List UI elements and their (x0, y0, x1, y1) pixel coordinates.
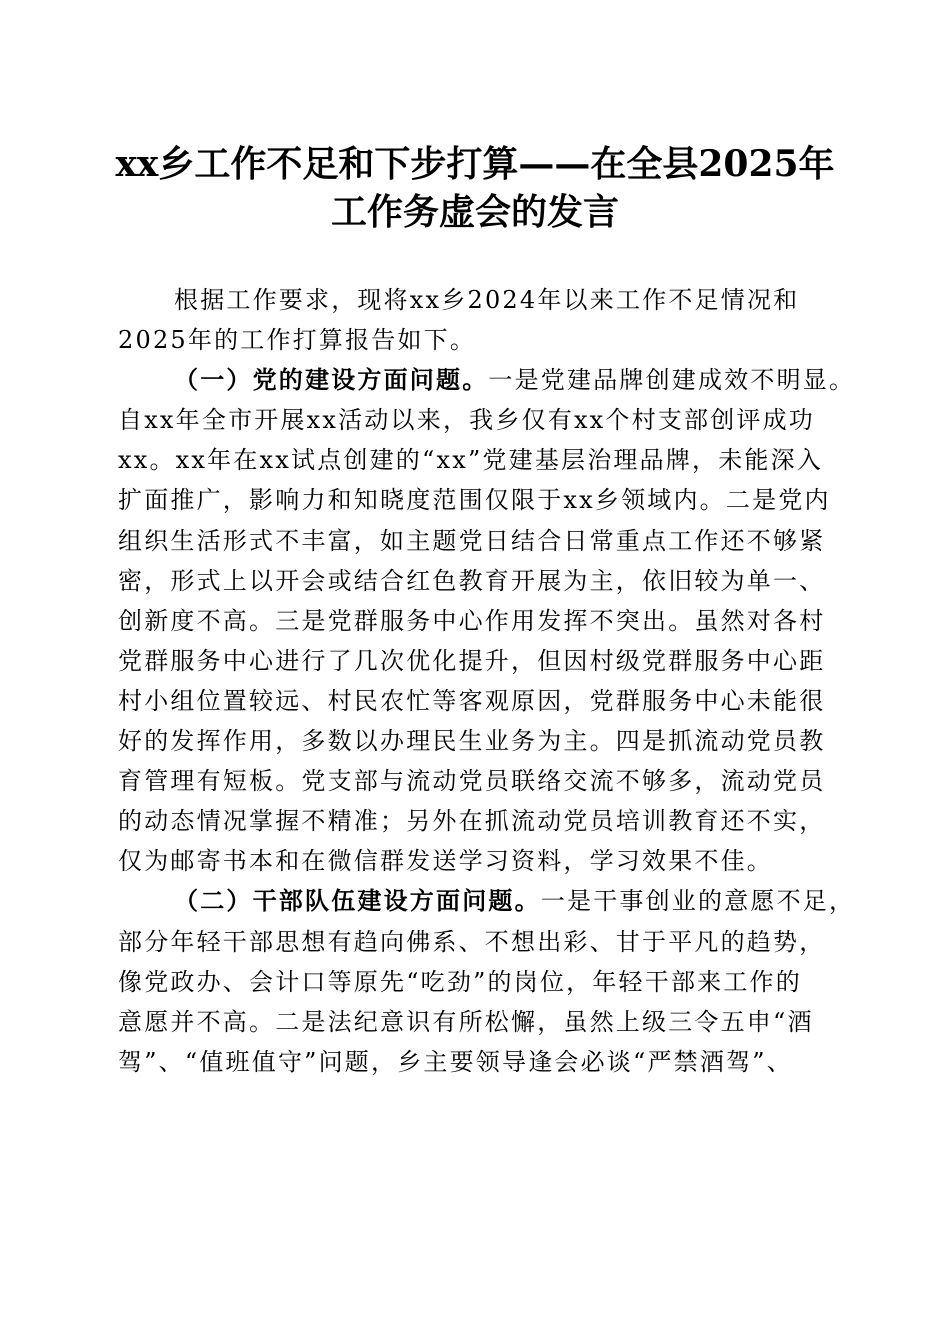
section1-heading: （一）党的建设方面问题。 (174, 365, 489, 395)
section2-line: 驾”、“值班值守”问题，乡主要领导逢会必谈“严禁酒驾”、 (118, 1047, 793, 1076)
section1-first-line (118, 360, 856, 400)
document-title (100, 140, 850, 236)
section1-line: 扩面推广，影响力和知晓度范围仅限于xx乡领域内。二是党内 (118, 486, 831, 515)
section1-line: 育管理有短板。党支部与流动党员联络交流不够多，流动党员 (118, 767, 826, 796)
title-line-1: xx乡工作不足和下步打算——在全县2025年 (115, 143, 835, 185)
section1-line: 组织生活形式不丰富，如主题党日结合日常重点工作还不够紧 (118, 526, 826, 555)
section2-heading: （二）干部队伍建设方面问题。 (174, 886, 541, 916)
title-line-2: 工作务虚会的发言 (330, 191, 619, 233)
section1-line: 创新度不高。三是党群服务中心作用发挥不突出。虽然对各村 (118, 606, 826, 635)
section1-line: xx。xx年在xx试点创建的“xx”党建基层治理品牌，未能深入 (118, 446, 824, 475)
intro-line-2: 2025年的工作打算报告如下。 (118, 326, 477, 355)
section1-paragraph (118, 360, 856, 881)
section1-line: 仅为邮寄书本和在微信群发送学习资料，学习效果不佳。 (118, 847, 773, 876)
section2-line: 意愿并不高。二是法纪意识有所松懈，虽然上级三令五申“酒 (118, 1007, 814, 1036)
section2-first-line-rest: 一是干事创业的意愿不足， (540, 887, 856, 916)
section1-line: 村小组位置较远、村民农忙等客观原因，党群服务中心未能很 (118, 686, 826, 715)
document-body (118, 280, 856, 1082)
section2-paragraph (118, 881, 856, 1081)
section1-line: 密，形式上以开会或结合红色教育开展为主，依旧较为单一、 (118, 566, 826, 595)
section2-line: 像党政办、会计口等原先“吃劲”的岗位，年轻干部来工作的 (118, 967, 802, 996)
section1-first-line-rest: 一是党建品牌创建成效不明显。 (488, 366, 856, 395)
section1-line: 党群服务中心进行了几次优化提升，但因村级党群服务中心距 (118, 646, 826, 675)
section2-first-line (118, 881, 856, 921)
intro-paragraph (118, 280, 848, 360)
section1-line: 自xx年全市开展xx活动以来，我乡仅有xx个村支部创评成功 (118, 406, 816, 435)
intro-line-1: 根据工作要求，现将xx乡2024年以来工作不足情况和 (174, 286, 800, 314)
section1-line: 的动态情况掌握不精准；另外在抓流动党员培训教育还不实， (118, 807, 826, 836)
section2-line: 部分年轻干部思想有趋向佛系、不想出彩、甘于平凡的趋势， (118, 927, 826, 956)
section1-line: 好的发挥作用，多数以办理民生业务为主。四是抓流动党员教 (118, 727, 826, 756)
